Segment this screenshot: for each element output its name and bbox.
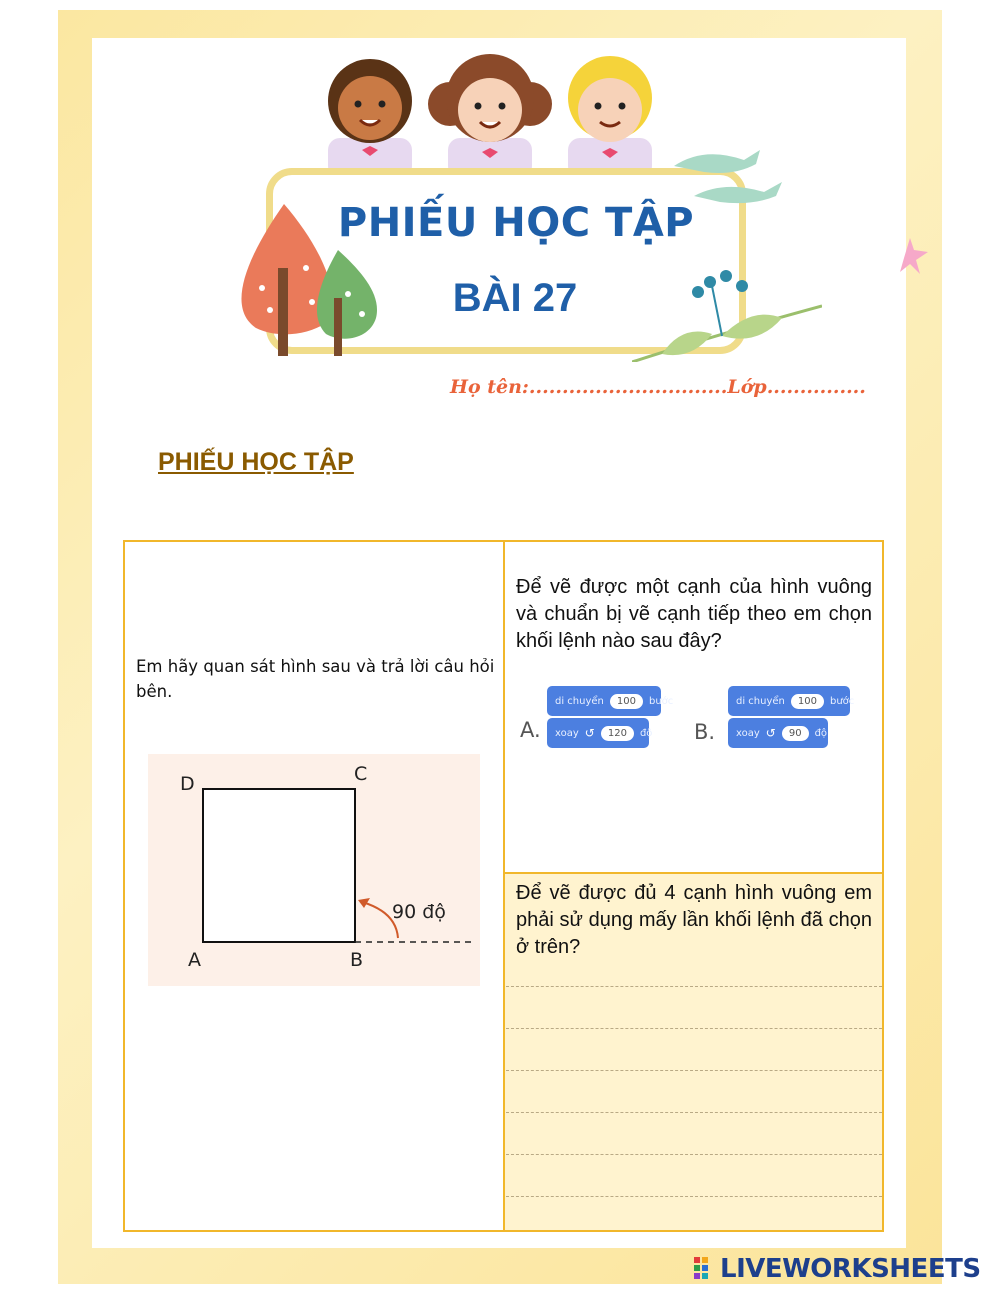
answer-line[interactable] — [506, 1196, 882, 1197]
question2-text: Để vẽ được đủ 4 cạnh hình vuông em phải sử dụng mấy lần khối lệnh đã chọn ở trên? — [516, 882, 872, 958]
tree-illustration — [226, 198, 386, 358]
move-value: 100 — [791, 694, 824, 709]
rotate-left-icon: ↺ — [765, 726, 776, 740]
vertex-label-a: A — [188, 949, 201, 971]
answer-line[interactable] — [506, 1154, 882, 1155]
rotate-left-icon: ↺ — [584, 726, 595, 740]
move-block[interactable] — [547, 686, 674, 716]
answer-line[interactable] — [506, 1112, 882, 1113]
option-a-letter[interactable]: A. — [520, 718, 541, 742]
option-b-letter[interactable]: B. — [694, 720, 716, 744]
star-decoration — [900, 236, 930, 276]
turn-block-label: xoay — [555, 727, 579, 739]
vertex-label-d: D — [180, 773, 195, 795]
name-class-field: Họ tên:..............................Lớp............... — [450, 376, 866, 398]
move-unit: bước — [829, 695, 855, 707]
worksheet-title: PHIẾU HỌC TẬP — [337, 200, 695, 246]
answer-line[interactable] — [506, 1070, 882, 1071]
square-shape — [203, 789, 355, 942]
liveworksheets-logo — [694, 1254, 981, 1284]
angle-label: 90 độ — [392, 901, 446, 923]
birds-illustration — [664, 136, 794, 216]
square-figure — [148, 754, 480, 986]
turn-value: 90 — [782, 726, 809, 741]
instruction-text: Em hãy quan sát hình sau và trả lời câu hỏi bên. — [136, 657, 495, 701]
lesson-number: BÀI 27 — [452, 276, 578, 320]
brand-text: LIVEWORKSHEETS — [720, 1254, 981, 1284]
kids-illustration — [300, 46, 680, 176]
turn-unit: độ — [814, 727, 828, 739]
move-block-label: di chuyển — [555, 695, 604, 707]
turn-block-label: xoay — [736, 727, 760, 739]
turn-block[interactable] — [547, 718, 653, 748]
move-value: 100 — [610, 694, 643, 709]
move-block[interactable] — [728, 686, 855, 716]
answer-line[interactable] — [506, 1028, 882, 1029]
vertex-label-c: C — [354, 763, 368, 785]
turn-block[interactable] — [728, 718, 828, 748]
option-b-blocks[interactable] — [728, 686, 855, 752]
turn-value: 120 — [601, 726, 634, 741]
move-unit: bước — [648, 695, 674, 707]
option-a-blocks[interactable] — [547, 686, 674, 752]
question1-text: Để vẽ được một cạnh của hình vuông và chuẩn bị vẽ cạnh tiếp theo em chọn khối lệnh nào sau đây? — [516, 576, 872, 652]
vertex-label-b: B — [350, 949, 364, 971]
move-block-label: di chuyển — [736, 695, 785, 707]
turn-unit: độ — [639, 727, 653, 739]
liveworksheets-icon — [694, 1257, 716, 1281]
plant-illustration — [632, 266, 822, 362]
section-title: PHIẾU HỌC TẬP — [158, 448, 354, 476]
answer-line[interactable] — [506, 986, 882, 987]
